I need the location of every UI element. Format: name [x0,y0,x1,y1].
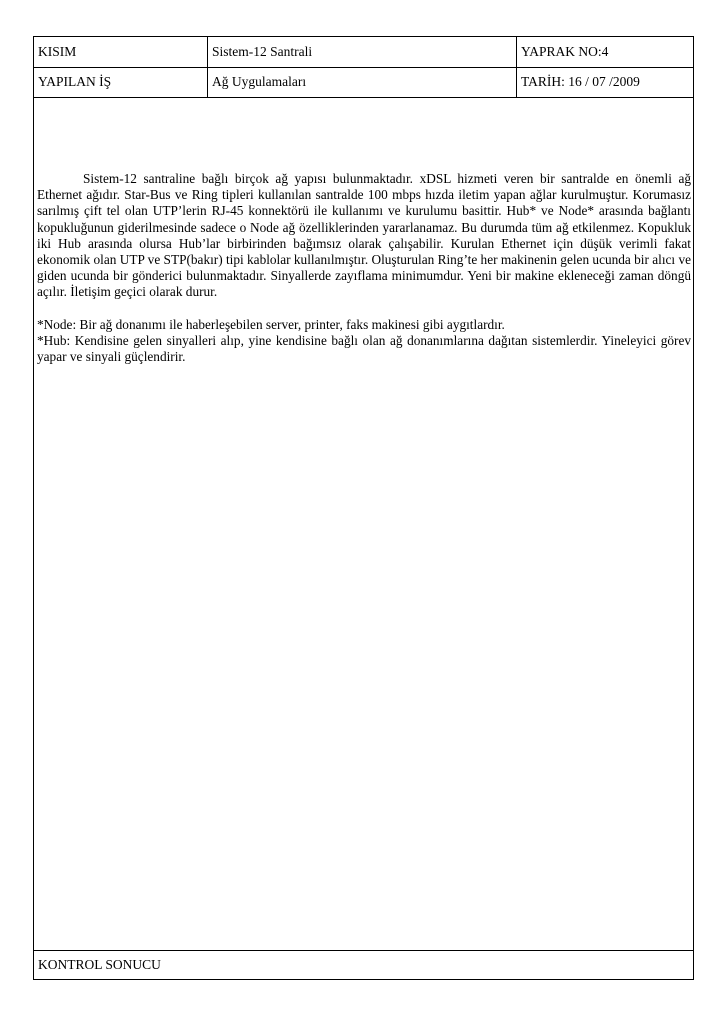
paragraph-spacer [37,301,691,317]
work-label: YAPILAN İŞ [34,67,208,97]
system-name: Sistem-12 Santrali [208,37,517,67]
report-date: TARİH: 16 / 07 /2009 [521,74,640,89]
header-row-section [34,37,693,68]
node-footnote: *Node: Bir ağ donanımı ile haberleşebilen server, printer, faks makinesi gibi aygıtlardır. [37,316,505,332]
header-row-work [34,67,693,98]
sheet-number: YAPRAK NO:4 [521,44,609,59]
work-topic: Ağ Uygulamaları [208,67,517,97]
control-result-label: KONTROL SONUCU [34,950,693,979]
hub-footnote: *Hub: Kendisine gelen sinyalleri alıp, yine kendisine bağlı olan ağ donanımlarına dağıtan sistemlerdir. Yineleyici görev yapar ve sinyali güçlendirir. [37,332,691,365]
body-paragraph: Sistem-12 santraline bağlı birçok ağ yapısı bulunmaktadır. xDSL hizmeti veren bir santralde en önemli ağ Ethernet ağıdır. Star-Bus ve Ring tipleri kullanılan santralde 100 mbps hızda iletim yapan ağlar kurulmuştur. Korumasız sarılmış çift tel olan UTP’lerin RJ-45 konnektörü ile kullanımı ve kurulumu basittir. Hub* ve Node* arasında bağlantı kopukluğunun giderilmesinde sadece o Node ağ özelliklerinden yararlanamaz. Bu durumda tüm ağ etkilenmez. Kopukluk iki Hub arasında olursa Hub’lar birbirinden bağımsız olarak çalışabilir. Kurulan Ethernet için düşük verimli fakat ekonomik olan UTP ve STP(bakır) tipi kablolar kullanılmıştır. Oluşturulan Ring’te her makinenin gelen ucunda bir alıcı ve giden ucunda bir gönderici bulunmaktadır. Sinyallerde zayıflama minimumdur. Yeni bir makine ekleneceği zaman döngü açılır. İletişim geçici olarak durur. [37,171,692,300]
report-sheet [33,36,694,980]
section-label: KISIM [34,37,208,67]
report-body [34,171,693,365]
